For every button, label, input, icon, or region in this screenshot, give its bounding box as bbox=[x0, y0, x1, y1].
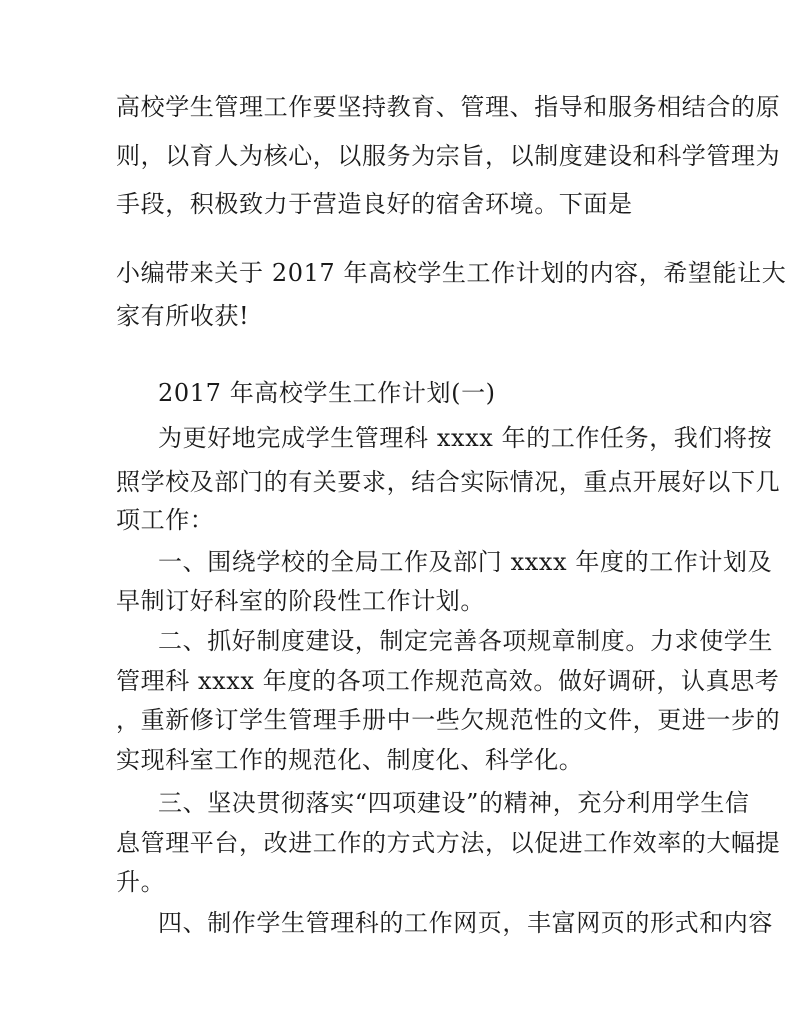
paragraph-3-line-4: 实现科室工作的规范化、制度化、科学化。 bbox=[116, 746, 584, 774]
paragraph-1-line-2: 照学校及部门的有关要求，结合实际情况，重点开展好以下几 bbox=[116, 468, 781, 496]
section-title: 2017 年高校学生工作计划(一) bbox=[158, 379, 496, 407]
intro-line-4: 小编带来关于 2017 年高校学生工作计划的内容，希望能让大 bbox=[116, 259, 787, 287]
paragraph-3-line-3: ，重新修订学生管理手册中一些欠规范性的文件，更进一步的 bbox=[116, 706, 781, 734]
paragraph-1-line-3: 项工作： bbox=[116, 506, 215, 534]
paragraph-5-line-1: 四、制作学生管理科的工作网页，丰富网页的形式和内容 bbox=[158, 909, 773, 937]
paragraph-4-line-1: 三、坚决贯彻落实“四项建设”的精神，充分利用学生信 bbox=[158, 789, 750, 817]
intro-line-1: 高校学生管理工作要坚持教育、管理、指导和服务相结合的原 bbox=[116, 93, 781, 121]
paragraph-4-line-2: 息管理平台，改进工作的方式方法，以促进工作效率的大幅提 bbox=[116, 829, 781, 857]
paragraph-3-line-1: 二、抓好制度建设，制定完善各项规章制度。力求使学生 bbox=[158, 627, 773, 655]
paragraph-2-line-1: 一、围绕学校的全局工作及部门 xxxx 年度的工作计划及 bbox=[158, 548, 773, 576]
intro-line-5: 家有所收获! bbox=[116, 302, 250, 330]
paragraph-4-line-3: 升。 bbox=[116, 868, 166, 896]
paragraph-2-line-2: 早制订好科室的阶段性工作计划。 bbox=[116, 587, 485, 615]
intro-line-2: 则，以育人为核心，以服务为宗旨，以制度建设和科学管理为 bbox=[116, 142, 781, 170]
paragraph-1-line-1: 为更好地完成学生管理科 xxxx 年的工作任务，我们将按 bbox=[158, 424, 773, 452]
intro-line-3: 手段，积极致力于营造良好的宿舍环境。下面是 bbox=[116, 190, 633, 218]
paragraph-3-line-2: 管理科 xxxx 年度的各项工作规范高效。做好调研，认真思考 bbox=[116, 667, 780, 695]
